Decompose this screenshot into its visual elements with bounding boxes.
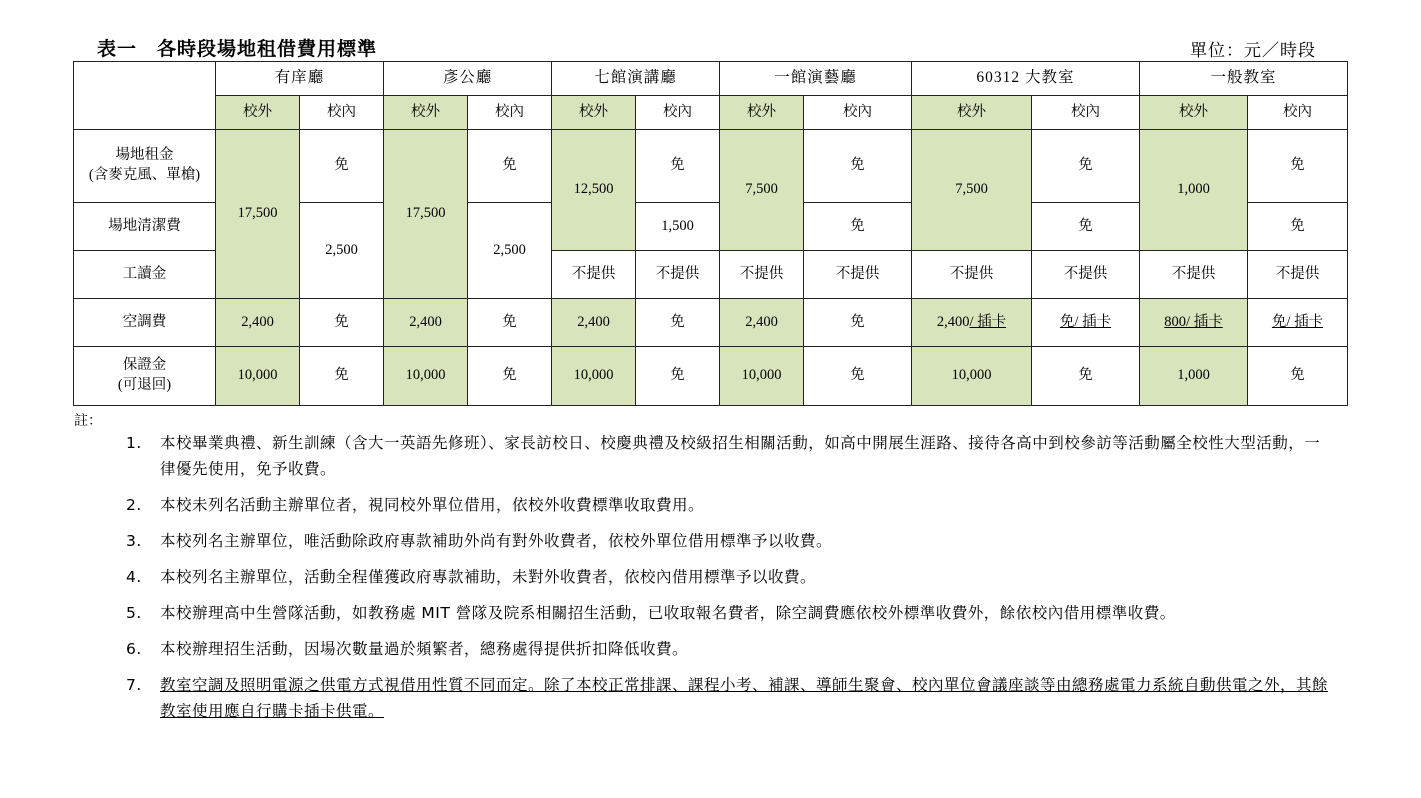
venue-header: 一般教室 bbox=[1140, 62, 1348, 96]
general-outside-deposit: 1,000 bbox=[1140, 347, 1248, 406]
venue-header: 有庠廳 bbox=[216, 62, 384, 96]
hall1-inside-deposit: 免 bbox=[804, 347, 912, 406]
hall1-outside-fee: 7,500 bbox=[720, 130, 804, 251]
note-item: 7. 教室空調及照明電源之供電方式視借用性質不同而定。除了本校正常排課、課程小考、補課、導師生聚會、校內單位會議座談等由總務處電力系統自動供電之外，其餘教室使用應自行購卡插卡供電。 bbox=[126, 676, 1329, 720]
inside-header: 校內 bbox=[1248, 96, 1348, 130]
room60312-inside-clean: 免 bbox=[1032, 203, 1140, 251]
venue-header: 七館演講廳 bbox=[552, 62, 720, 96]
hall7-inside-ac: 免 bbox=[636, 299, 720, 347]
hall1-inside-ac: 免 bbox=[804, 299, 912, 347]
note-item: 2. 本校未列名活動主辦單位者，視同校外單位借用，依校外收費標準收取費用。 bbox=[126, 496, 705, 514]
hall7-outside-work: 不提供 bbox=[552, 251, 636, 299]
room60312-outside-ac: 2,400/ 插卡 bbox=[912, 299, 1032, 347]
outside-header: 校外 bbox=[1140, 96, 1248, 130]
yangong-inside-clean: 2,500 bbox=[468, 203, 552, 299]
youxiang-outside-deposit: 10,000 bbox=[216, 347, 300, 406]
venue-header: 60312 大教室 bbox=[912, 62, 1140, 96]
inside-header: 校內 bbox=[468, 96, 552, 130]
table-title: 表一 各時段場地租借費用標準 bbox=[97, 38, 378, 60]
note-item: 3. 本校列名主辦單位，唯活動除政府專款補助外尚有對外收費者，依校外單位借用標準予以收費。 bbox=[126, 532, 833, 550]
hall1-inside-work: 不提供 bbox=[804, 251, 912, 299]
notes-label: 註： bbox=[74, 413, 102, 429]
hall7-inside-work: 不提供 bbox=[636, 251, 720, 299]
youxiang-outside-fee: 17,500 bbox=[216, 130, 300, 299]
hall7-outside-fee: 12,500 bbox=[552, 130, 636, 251]
inside-header: 校內 bbox=[804, 96, 912, 130]
corner-cell bbox=[74, 62, 216, 130]
outside-header: 校外 bbox=[216, 96, 300, 130]
hall7-inside-deposit: 免 bbox=[636, 347, 720, 406]
yangong-outside-ac: 2,400 bbox=[384, 299, 468, 347]
venue-header: 一館演藝廳 bbox=[720, 62, 912, 96]
hall1-outside-deposit: 10,000 bbox=[720, 347, 804, 406]
general-inside-work: 不提供 bbox=[1248, 251, 1348, 299]
room60312-outside-fee: 7,500 bbox=[912, 130, 1032, 251]
youxiang-outside-ac: 2,400 bbox=[216, 299, 300, 347]
notes-list bbox=[126, 430, 1336, 734]
hall7-outside-ac: 2,400 bbox=[552, 299, 636, 347]
youxiang-inside-rent: 免 bbox=[300, 130, 384, 203]
note-item: 6. 本校辦理招生活動，因場次數量過於頻繁者，總務處得提供折扣降低收費。 bbox=[126, 640, 689, 658]
general-inside-rent: 免 bbox=[1248, 130, 1348, 203]
general-inside-clean: 免 bbox=[1248, 203, 1348, 251]
venue-header-row bbox=[74, 62, 1348, 96]
row-label-cleaning: 場地清潔費 bbox=[74, 203, 216, 251]
room60312-inside-deposit: 免 bbox=[1032, 347, 1140, 406]
yangong-outside-fee: 17,500 bbox=[384, 130, 468, 299]
yangong-outside-deposit: 10,000 bbox=[384, 347, 468, 406]
hall1-inside-rent: 免 bbox=[804, 130, 912, 203]
inside-header: 校內 bbox=[300, 96, 384, 130]
youxiang-inside-deposit: 免 bbox=[300, 347, 384, 406]
venue-header: 彥公廳 bbox=[384, 62, 552, 96]
hall7-inside-rent: 免 bbox=[636, 130, 720, 203]
inside-header: 校內 bbox=[1032, 96, 1140, 130]
note-item: 1. 本校畢業典禮、新生訓練（含大一英語先修班）、家長訪校日、校慶典禮及校級招生相關活動，如高中開展生涯路、接待各高中到校參訪等活動屬全校性大型活動，一律優先使用，免予收費。 bbox=[126, 434, 1321, 478]
inside-header: 校內 bbox=[636, 96, 720, 130]
yangong-inside-deposit: 免 bbox=[468, 347, 552, 406]
room60312-outside-work: 不提供 bbox=[912, 251, 1032, 299]
room60312-inside-work: 不提供 bbox=[1032, 251, 1140, 299]
outside-header: 校外 bbox=[720, 96, 804, 130]
table-row-deposit bbox=[74, 347, 1348, 406]
outside-header: 校外 bbox=[552, 96, 636, 130]
outside-header: 校外 bbox=[384, 96, 468, 130]
hall1-outside-work: 不提供 bbox=[720, 251, 804, 299]
hall7-inside-clean: 1,500 bbox=[636, 203, 720, 251]
room60312-outside-deposit: 10,000 bbox=[912, 347, 1032, 406]
table-row-rent bbox=[74, 130, 1348, 203]
hall1-outside-ac: 2,400 bbox=[720, 299, 804, 347]
general-inside-ac: 免/ 插卡 bbox=[1248, 299, 1348, 347]
general-outside-work: 不提供 bbox=[1140, 251, 1248, 299]
note-item: 4. 本校列名主辦單位，活動全程僅獲政府專款補助，未對外收費者，依校內借用標準予以收費。 bbox=[126, 568, 817, 586]
general-outside-ac: 800/ 插卡 bbox=[1140, 299, 1248, 347]
unit-label: 單位：元／時段 bbox=[1190, 41, 1316, 61]
row-label-deposit: 保證金 (可退回) bbox=[74, 347, 216, 406]
hall7-outside-deposit: 10,000 bbox=[552, 347, 636, 406]
room60312-inside-rent: 免 bbox=[1032, 130, 1140, 203]
yangong-inside-rent: 免 bbox=[468, 130, 552, 203]
row-label-ac: 空調費 bbox=[74, 299, 216, 347]
fee-table bbox=[73, 61, 1348, 406]
outside-header: 校外 bbox=[912, 96, 1032, 130]
hall1-inside-clean: 免 bbox=[804, 203, 912, 251]
room60312-inside-ac: 免/ 插卡 bbox=[1032, 299, 1140, 347]
youxiang-inside-clean: 2,500 bbox=[300, 203, 384, 299]
subheader-row bbox=[74, 96, 1348, 130]
general-outside-fee: 1,000 bbox=[1140, 130, 1248, 251]
table-row-ac bbox=[74, 299, 1348, 347]
note-item: 5. 本校辦理高中生營隊活動，如教務處 MIT 營隊及院系相關招生活動，已收取報名費者，除空調費應依校外標準收費外，餘依校內借用標準收費。 bbox=[126, 604, 1176, 622]
general-inside-deposit: 免 bbox=[1248, 347, 1348, 406]
yangong-inside-ac: 免 bbox=[468, 299, 552, 347]
row-label-workstudy: 工讀金 bbox=[74, 251, 216, 299]
youxiang-inside-ac: 免 bbox=[300, 299, 384, 347]
row-label-rent: 場地租金 (含麥克風、單槍) bbox=[74, 130, 216, 203]
